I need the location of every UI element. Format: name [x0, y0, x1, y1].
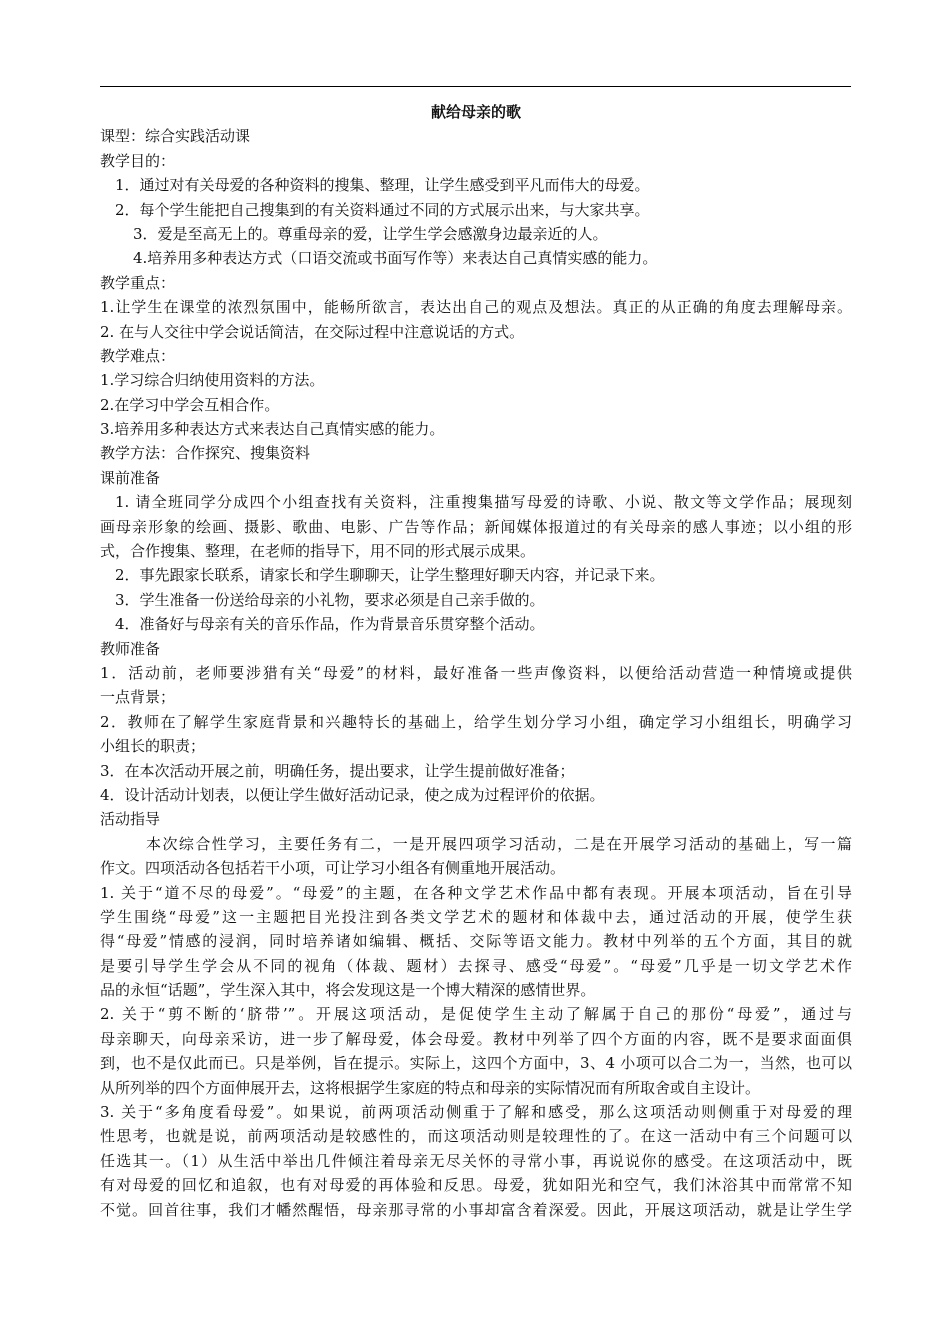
paragraph-line: 4．设计活动计划表，以便让学生做好活动记录，使之成为过程评价的依据。 — [100, 785, 605, 804]
paragraph-line: 作文。四项活动各包括若干小项，可让学习小组各有侧重地开展活动。 — [100, 859, 566, 878]
paragraph-line: 任选其一。（1）从生活中举出几件倾注着母亲无尽关怀的寻常小事，再说说你的感受。在这项活动中，既 — [100, 1151, 852, 1170]
paragraph-line: 式，合作搜集、整理，在老师的指导下，用不同的形式展示成果。 — [100, 542, 536, 561]
paragraph-line: 2. 在与人交往中学会说话简洁，在交际过程中注意说话的方式。 — [100, 322, 525, 341]
document-title: 献给母亲的歌 — [430, 103, 521, 121]
paragraph-line: 1.学习综合归纳使用资料的方法。 — [100, 371, 325, 390]
section-heading: 教学目的： — [100, 151, 176, 170]
paragraph-line: 1．活动前，老师要涉猎有关“母爱”的材料，最好准备一些声像资料，以便给活动营造一种情境或提供 — [100, 663, 852, 682]
paragraph-line: 1. 请全班同学分成四个小组查找有关资料，注重搜集描写母爱的诗歌、小说、散文等文学作品；展现刻 — [115, 493, 852, 512]
header-rule — [100, 86, 851, 87]
paragraph-line: 品的永恒“话题”，学生深入其中，将会发现这是一个博大精深的感情世界。 — [100, 981, 596, 1000]
paragraph-line: 是要引导学生学会从不同的视角（体裁、题材）去探寻、感受“母爱”。“母爱”几乎是一切文学艺术作 — [100, 956, 852, 975]
paragraph-line: 1.让学生在课堂的浓烈氛围中，能畅所欲言，表达出自己的观点及想法。真正的从正确的角度去理解母亲。 — [100, 298, 852, 317]
section-heading: 教师准备 — [100, 639, 161, 658]
section-heading: 教学重点： — [100, 273, 176, 292]
paragraph-line: 课型：综合实践活动课 — [100, 127, 251, 146]
paragraph-line: 3．学生准备一份送给母亲的小礼物，要求必须是自己亲手做的。 — [115, 590, 545, 609]
paragraph-line: 3．在本次活动开展之前，明确任务，提出要求，让学生提前做好准备； — [100, 761, 575, 780]
section-heading: 活动指导 — [100, 810, 161, 829]
paragraph-line: 本次综合性学习，主要任务有二，一是开展四项学习活动，二是在开展学习活动的基础上，写一篇 — [146, 834, 852, 853]
paragraph-line: 从所列举的四个方面伸展开去，这将根据学生家庭的特点和母亲的实际情况而有所取舍或自主设计。 — [100, 1078, 761, 1097]
paragraph-line: 到，也不是仅此而已。只是举例，旨在提示。实际上，这四个方面中，3、4 小项可以合二为一，当然，也可以 — [100, 1054, 852, 1073]
paragraph-line: 1．通过对有关母爱的各种资料的搜集、整理，让学生感受到平凡而伟大的母爱。 — [115, 176, 650, 195]
paragraph-line: 2. 关于“剪不断的‘脐带’”。开展这项活动，是促使学生主动了解属于自己的那份“母爱”，通过与 — [100, 1005, 852, 1024]
paragraph-line: 3. 关于“多角度看母爱”。如果说，前两项活动侧重于了解和感受，那么这项活动则侧重于对母爱的理 — [100, 1103, 852, 1122]
paragraph-line: 学生围绕“母爱”这一主题把目光投注到各类文学艺术的题材和体裁中去，通过活动的开展，使学生获 — [100, 907, 852, 926]
document-body — [100, 100, 852, 1222]
paragraph-line: 4.培养用多种表达方式（口语交流或书面写作等）来表达自己真情实感的能力。 — [133, 249, 658, 268]
paragraph-line: 2．每个学生能把自己搜集到的有关资料通过不同的方式展示出来，与大家共享。 — [115, 200, 650, 219]
paragraph-line: 4．准备好与母亲有关的音乐作品，作为背景音乐贯穿整个活动。 — [115, 615, 545, 634]
paragraph-line: 画母亲形象的绘画、摄影、歌曲、电影、广告等作品；新闻媒体报道过的有关母亲的感人事迹；以小组的形 — [100, 517, 852, 536]
paragraph-line: 有对母爱的回忆和追叙，也有对母爱的再体验和反思。母爱，犹如阳光和空气，我们沐浴其中而常常不知 — [100, 1176, 852, 1195]
paragraph-line: 小组长的职责； — [100, 737, 206, 756]
paragraph-line: 2.在学习中学会互相合作。 — [100, 395, 280, 414]
paragraph-line: 2．事先跟家长联系，请家长和学生聊聊天，让学生整理好聊天内容，并记录下来。 — [115, 566, 665, 585]
paragraph-line: 得“母爱”情感的浸润，同时培养诸如编辑、概括、交际等语文能力。教材中列举的五个方面，其目的就 — [100, 932, 852, 951]
paragraph-line: 1. 关于“道不尽的母爱”。“母爱”的主题，在各种文学艺术作品中都有表现。开展本项活动，旨在引导 — [100, 883, 852, 902]
paragraph-line: 3.培养用多种表达方式来表达自己真情实感的能力。 — [100, 420, 445, 439]
paragraph-line: 性思考，也就是说，前两项活动是较感性的，而这项活动则是较理性的了。在这一活动中有三个问题可以 — [100, 1127, 852, 1146]
paragraph-line: 一点背景； — [100, 688, 176, 707]
paragraph-line: 不觉。回首往事，我们才幡然醒悟，母亲那寻常的小事却富含着深爱。因此，开展这项活动，就是让学生学 — [100, 1200, 852, 1219]
paragraph-line: 教学方法：合作探究、搜集资料 — [100, 444, 311, 463]
paragraph-line: 3．爱是至高无上的。尊重母亲的爱，让学生学会感激身边最亲近的人。 — [133, 224, 608, 243]
section-heading: 教学难点： — [100, 346, 176, 365]
paragraph-line: 2．教师在了解学生家庭背景和兴趣特长的基础上，给学生划分学习小组，确定学习小组组长，明确学习 — [100, 712, 852, 731]
section-heading: 课前准备 — [100, 468, 161, 487]
paragraph-line: 母亲聊天，向母亲采访，进一步了解母爱，体会母爱。教材中列举了四个方面的内容，既不是要求面面俱 — [100, 1029, 852, 1048]
